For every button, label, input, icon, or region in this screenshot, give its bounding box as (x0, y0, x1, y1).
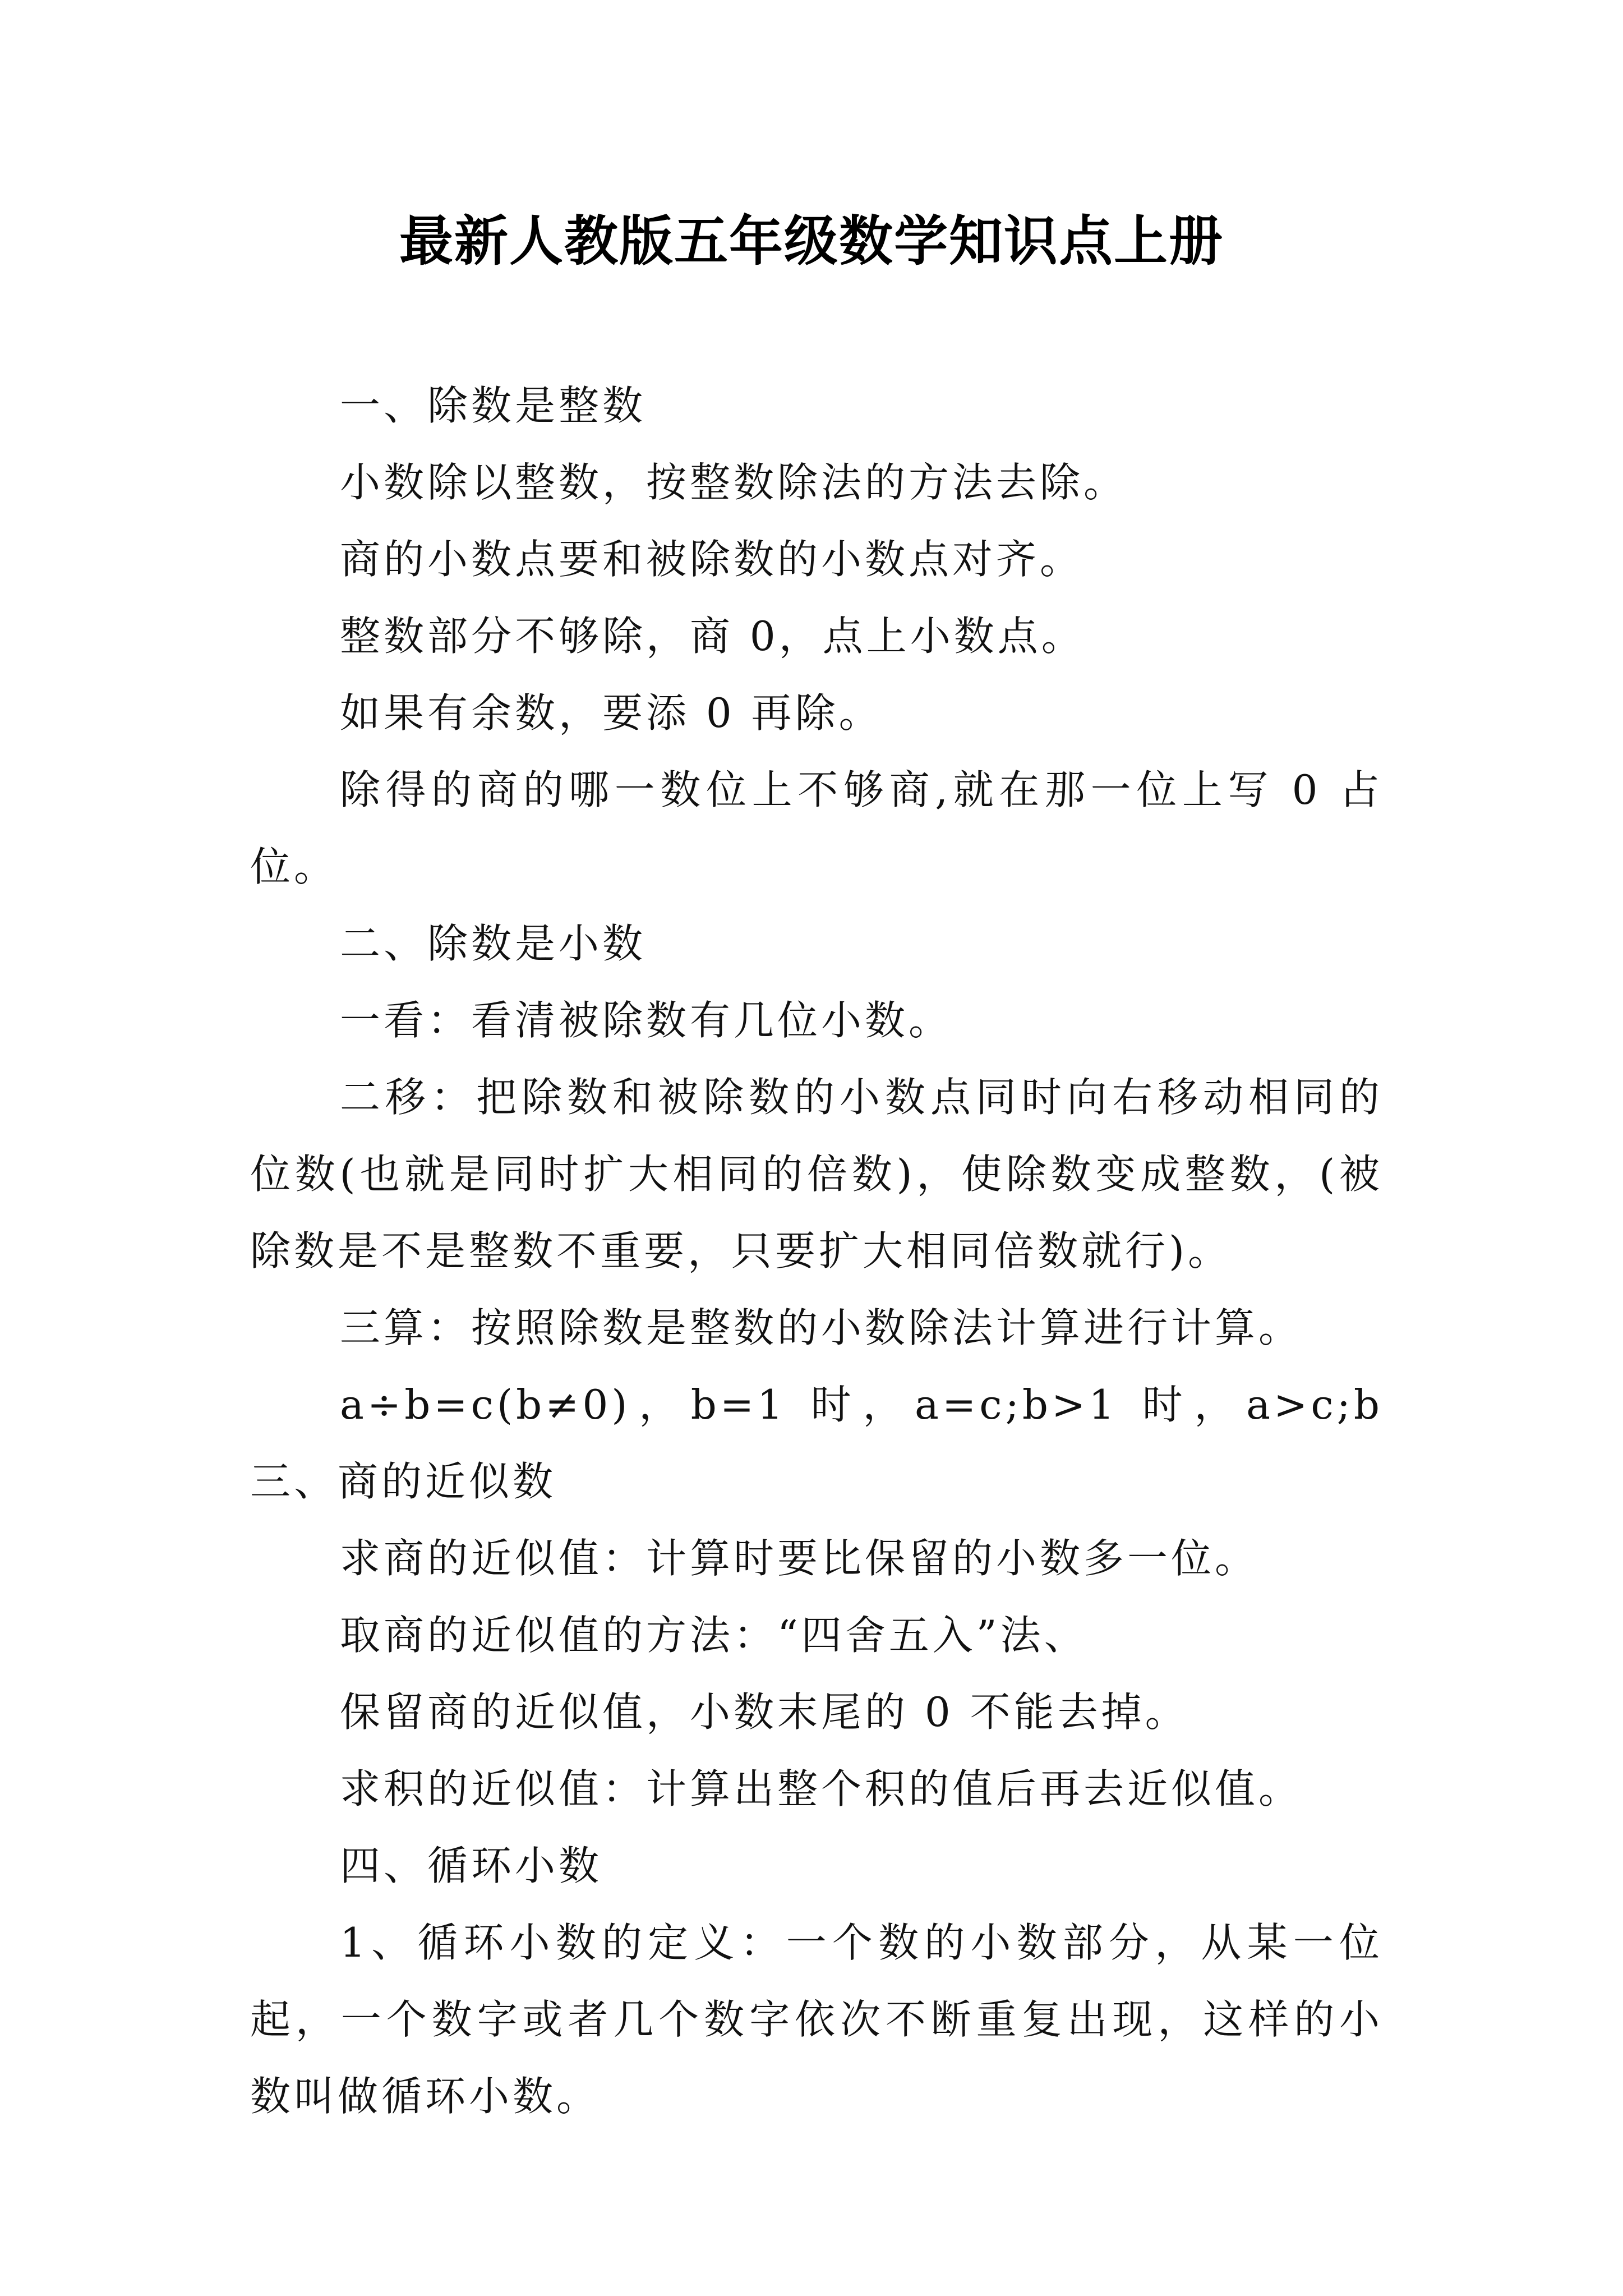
heading-repeating-decimal: 四、循环小数 (340, 1842, 603, 1889)
paragraph: 二移：把除数和被除数的小数点同时向右移动相同的位数(也就是同时扩大相同的倍数)，使除数变成整数，(被除数是不是整数不重要，只要扩大相同倍数就行)。 (250, 1074, 1383, 1274)
paragraph: 求积的近似值：计算出整个积的值后再去近似值。 (340, 1765, 1303, 1812)
paragraph: 如果有余数，要添 0 再除。 (340, 689, 883, 737)
paragraph: 取商的近似值的方法：“四舍五入”法、 (340, 1612, 1088, 1659)
paragraph: a÷b=c(b≠0)，b=1 时，a=c;b>1 时，a>c;b 三、商的近似数 (250, 1381, 1515, 1505)
paragraph: 小数除以整数，按整数除法的方法去除。 (340, 459, 1128, 506)
paragraph: 一看：看清被除数有几位小数。 (340, 997, 953, 1044)
heading-divisor-integer: 一、除数是整数 (340, 382, 647, 429)
document-title: 最新人教版五年级数学知识点上册 (399, 210, 1224, 273)
document-body (250, 367, 1515, 2135)
paragraph: 保留商的近似值，小数末尾的 0 不能去掉。 (340, 1688, 1189, 1736)
paragraph: 整数部分不够除，商 0，点上小数点。 (340, 613, 1085, 660)
paragraph: 三算：按照除数是整数的小数除法计算进行计算。 (340, 1304, 1303, 1351)
heading-divisor-decimal: 二、除数是小数 (340, 920, 647, 967)
paragraph: 除得的商的哪一数位上不够商,就在那一位上写 0 占位。 (250, 766, 1383, 890)
paragraph: 商的小数点要和被除数的小数点对齐。 (340, 536, 1084, 583)
paragraph: 求商的近似值：计算时要比保留的小数多一位。 (340, 1535, 1259, 1582)
paragraph: 1、循环小数的定义：一个数的小数部分，从某一位起，一个数字或者几个数字依次不断重复出现，这样的小数叫做循环小数。 (250, 1919, 1383, 2120)
